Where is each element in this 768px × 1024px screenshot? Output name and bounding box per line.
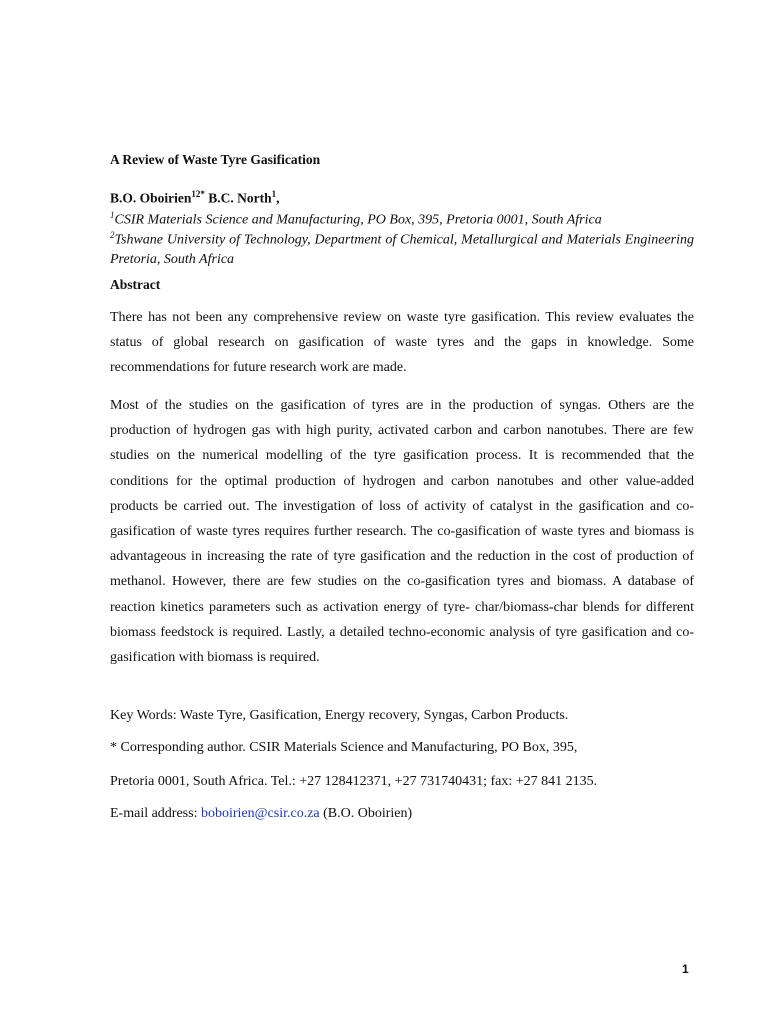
abstract-paragraph-2: Most of the studies on the gasification of tyres are in the production of syngas. Others are the production of hydrogen gas with high purity, activated carbon and carbon nanotubes. There are few studies on the numerical modelling of the tyre gasification process. It is recommended that the conditions for the optimal production of hydrogen and carbon nanotubes and other value-added products be carried out. The investigation of loss of activity of catalyst in the gasification and co-gasification of waste tyres requires further research. The co-gasification of waste tyres and biomass is advantageous in increasing the rate of tyre gasification and the reduction in the cost of production of methanol. However, there are few studies on the co-gasification tyres and biomass. A database of reaction kinetics parameters such as activation energy of tyre- char/biomass-char blends for different biomass feedstock is required. Lastly, a detailed techno-economic analysis of tyre gasification and co-gasification with biomass is required. (110, 398, 694, 666)
keywords: Key Words: Waste Tyre, Gasification, Energy recovery, Syngas, Carbon Products. (110, 708, 569, 723)
page-number: 1 (682, 962, 689, 976)
corresponding-author-line-1: * Corresponding author. CSIR Materials Science and Manufacturing, PO Box, 395, (110, 740, 578, 755)
author-line-comma: , (276, 190, 280, 206)
email-link[interactable]: boboirien@csir.co.za (200, 806, 320, 821)
affiliation-2-text: Tshwane University of Technology, Department of Chemical, Metallurgical and Materials Engineering Pretoria, South Africa (110, 232, 694, 267)
affiliation-2-mark: 2 (110, 230, 115, 240)
author-2-affiliation-mark: 1 (271, 189, 277, 199)
author-line (110, 189, 694, 207)
email-label: E-mail address: (110, 806, 198, 821)
abstract-paragraph-1: There has not been any comprehensive review on waste tyre gasification. This review evaluates the status of global research on gasification of waste tyres and the gaps in knowledge. Some recommendations for future research work are made. (110, 310, 694, 376)
affiliation-1-mark: 1 (110, 210, 115, 220)
email-line (110, 806, 694, 822)
corresponding-author-line-2: Pretoria 0001, South Africa. Tel.: +27 128412371, +27 731740431; fax: +27 841 2135. (110, 774, 598, 789)
author-1: B.O. Oboirien (110, 190, 192, 206)
affiliation-2 (110, 226, 694, 269)
paper-title: A Review of Waste Tyre Gasification (110, 152, 321, 167)
abstract-heading: Abstract (110, 277, 161, 292)
email-suffix: (B.O. Oboirien) (323, 806, 413, 821)
author-1-affiliation-mark: 12* (191, 189, 205, 199)
author-2: B.C. North (208, 190, 272, 206)
affiliation-1-text: CSIR Materials Science and Manufacturing, PO Box, 395, Pretoria 0001, South Africa (114, 212, 602, 228)
